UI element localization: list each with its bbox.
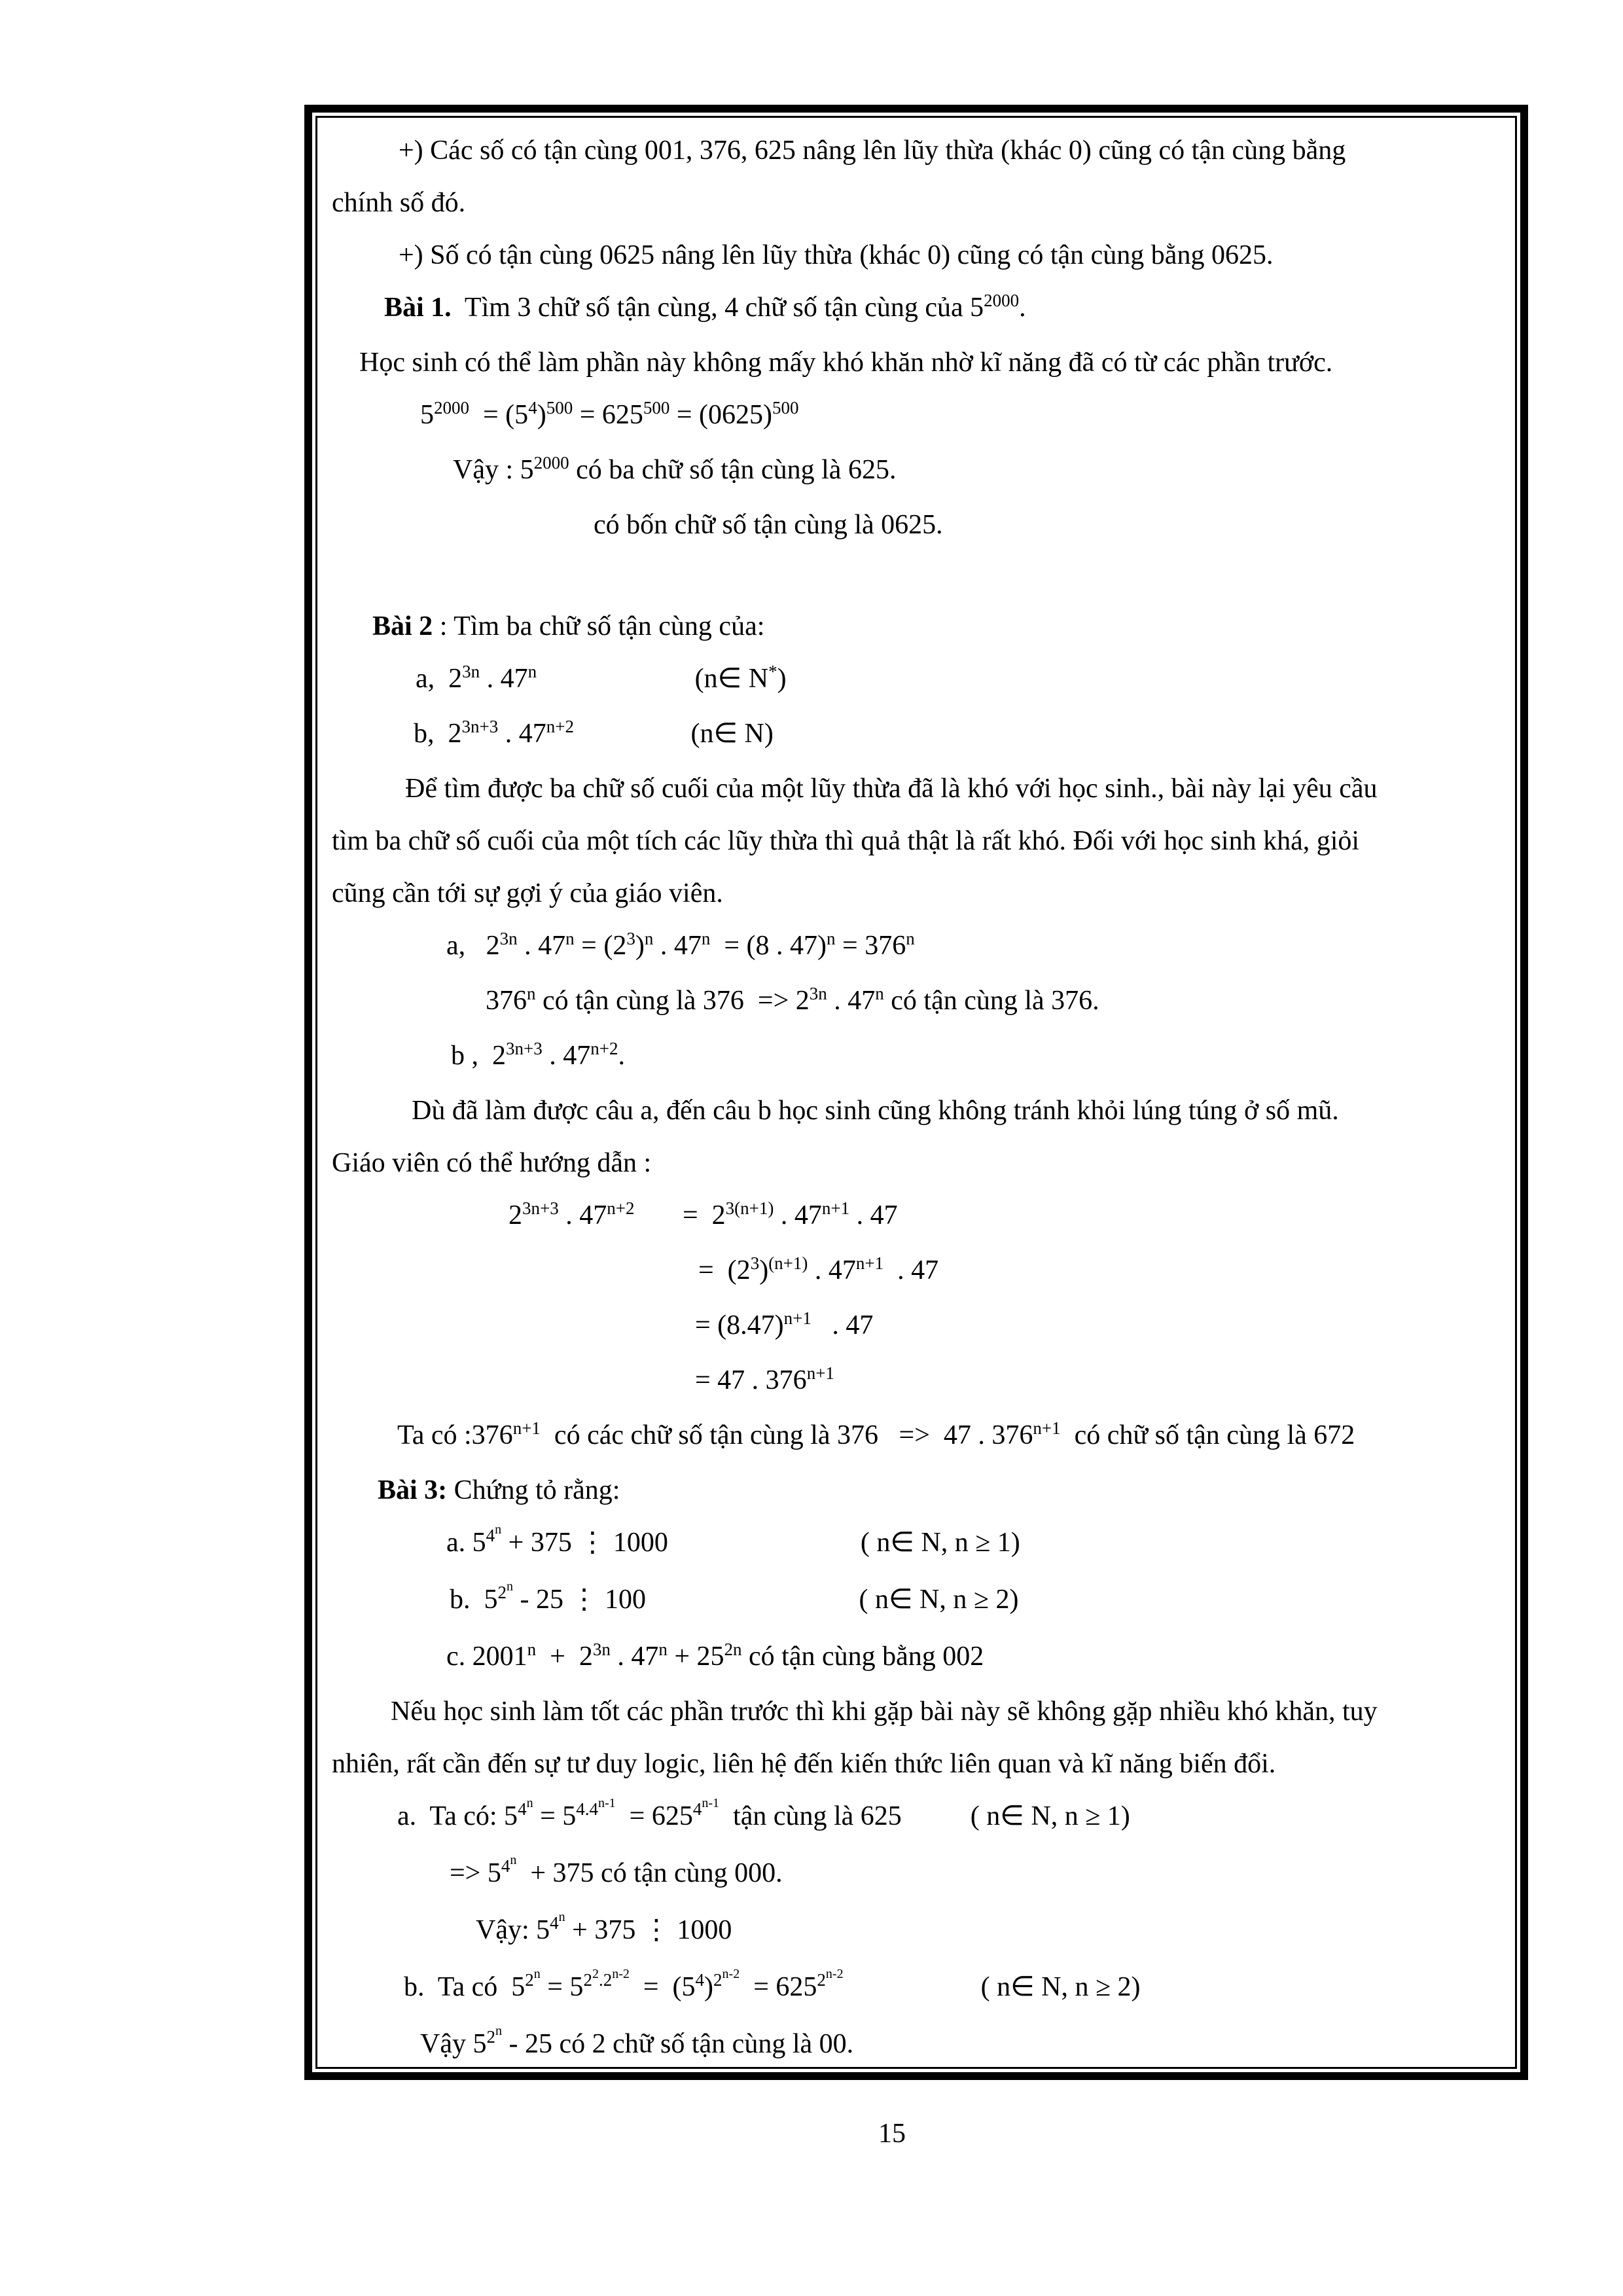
content-frame-inner [315, 116, 1517, 2069]
text-line: có bốn chữ số tận cùng là 0625. [594, 510, 943, 540]
formula-line: => $5^{4n} + 375$ có tận cùng 000. [450, 1853, 783, 1888]
text-line: Giáo viên có thể hướng dẫn : [332, 1148, 652, 1178]
text-line: nhiên, rất cần đến sự tư duy logic, liên hệ đến kiến thức liên quan và kĩ năng biến đổi. [332, 1749, 1276, 1779]
heading-bai-1: Bài 1. Tìm 3 chữ số tận cùng, 4 chữ số tận cùng của $5^{2000}$. [384, 291, 1026, 323]
text-line: cũng cần tới sự gợi ý của giáo viên. [332, 878, 723, 908]
formula-line: a, $2^{3n}$ . 47$^n$ (n∈ N*) [416, 662, 787, 694]
formula-line: a. Ta có: $5^{4n} = 5^{4.4n-1} = 625^{4n-1}$ tận cùng là 625 ( n∈ N, n ≥ 1) [397, 1796, 1130, 1831]
formula-line: Ta có $:376^{n+1}$ có các chữ số tận cùng là 376 => 47 . $376^{n+1}$ có chữ số tận cùng là 672 [397, 1418, 1355, 1450]
text-line: Nếu học sinh làm tốt các phần trước thì khi gặp bài này sẽ không gặp nhiều khó khăn, tuy [391, 1696, 1378, 1727]
formula-line: = $(2^3)^{(n+1)}$ . $47^{n+1}$ . 47 [698, 1253, 939, 1285]
formula-line: b. Ta có $5^{2n} = 5^{22.2n-2} = (5^4)^{2n-2} = 625^{2n-2}$ ( n∈ N, n ≥ 2) [404, 1967, 1141, 2002]
text-line: +) Các số có tận cùng 001, 376, 625 nâng lên lũy thừa (khác 0) cũng có tận cùng bằng [399, 135, 1346, 166]
formula-line: a. $5^{4n} + 375$ ⋮ 1000 ( n∈ N, n ≥ 1) [446, 1522, 1020, 1558]
formula-line: 376$^n$ có tận cùng là $376 => 2^{3n}$ . 47$^n$ có tận cùng là 376. [486, 984, 1099, 1016]
text-line: Học sinh có thể làm phần này không mấy khó khăn nhờ kĩ năng đã có từ các phần trước. [359, 348, 1333, 378]
page-number: 15 [878, 2119, 906, 2149]
formula-line: = $(8.47)^{n+1}$ . 47 [695, 1308, 874, 1340]
text-line: chính số đó. [332, 188, 466, 218]
formula-line: b, $2^{3n+3}$ . $47^{n+2}$ (n∈ N) [414, 717, 774, 749]
text-line: tìm ba chữ số cuối của một tích các lũy thừa thì quả thật là rất khó. Đối với học sinh khá, giỏi [332, 826, 1360, 856]
heading-bai-3: Bài 3: Chứng tỏ rằng: [378, 1475, 620, 1505]
heading-bai-2: Bài 2 : Tìm ba chữ số tận cùng của: [372, 611, 765, 641]
content-frame [304, 105, 1528, 2080]
formula-line: a, $2^{3n}$ . $47^n = (2^3)^n$ . 47$^n$ = (8 . $47)^n = 376^n$ [446, 929, 915, 961]
formula-line: = 47 . $376^{n+1}$ [695, 1363, 834, 1395]
text-line: +) Số có tận cùng 0625 nâng lên lũy thừa (khác 0) cũng có tận cùng bằng 0625. [399, 240, 1274, 270]
formula-line: $2^{3n+3}$ . $47^{n+2}$ = $2^{3(n+1)}$ . $47^{n+1}$ . 47 [508, 1198, 898, 1230]
formula-line: $5^{2000} = (5^4)^{500} = 625^{500} = (0625)^{500}$ [420, 398, 799, 430]
formula-line: c. $2001^n + 2^{3n}$ . $47^n + 25^{2n}$ có tận cùng bằng 002 [446, 1640, 984, 1672]
formula-line: b. $5^{2n} - 25$ ⋮ 100 ( n∈ N, n ≥ 2) [450, 1579, 1019, 1615]
formula-line: Vậy : $5^{2000}$ có ba chữ số tận cùng là 625. [453, 453, 897, 485]
text-line: Để tìm được ba chữ số cuối của một lũy thừa đã là khó với học sinh., bài này lại yêu cầu [405, 774, 1378, 804]
formula-line: Vậy $5^{2n} - 25$ có 2 chữ số tận cùng là 00. [420, 2024, 854, 2059]
formula-line: b , $2^{3n+3}$ . $47^{n+2}$. [451, 1039, 625, 1071]
formula-line: Vậy: $5^{4n} + 375$ ⋮ 1000 [476, 1910, 732, 1945]
text-line: Dù đã làm được câu a, đến câu b học sinh cũng không tránh khỏi lúng túng ở số mũ. [412, 1096, 1339, 1126]
